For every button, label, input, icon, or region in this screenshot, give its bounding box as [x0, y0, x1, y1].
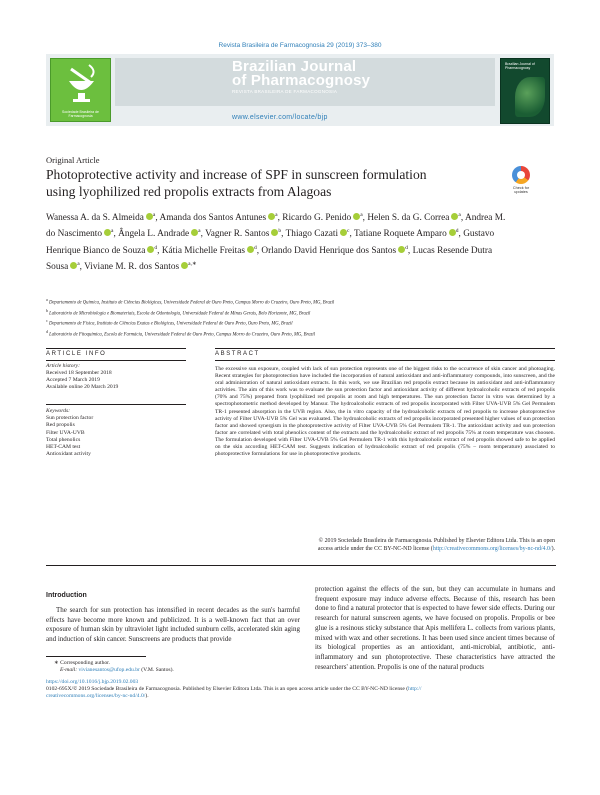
author-name: Amanda dos Santos Antunes: [159, 213, 267, 224]
affiliation-marker[interactable]: a: [360, 212, 363, 218]
email-label: E-mail:: [60, 667, 78, 674]
affiliation-marker[interactable]: a: [111, 228, 114, 235]
author[interactable]: [205, 229, 281, 239]
keywords-list: [46, 415, 186, 458]
abstract-copyright: [215, 538, 555, 553]
author-name: Ricardo G. Penido: [282, 213, 352, 224]
affiliation-text: Laboratório de Microbiologia e Biomateriais, Escola de Odontologia, Universidade Federal de Minas Gerais, Belo Horizonte, MG, Brazil: [48, 311, 311, 317]
keyword: Sun protection factor: [46, 415, 94, 422]
article-title: [46, 166, 496, 200]
author-name: Kátia Michelle Freitas: [161, 245, 245, 256]
affiliation: [46, 307, 556, 318]
author-name: Lucas Resende Dutra Sousa: [46, 245, 493, 272]
affiliation-key: b: [46, 307, 48, 313]
author[interactable]: [261, 246, 408, 256]
affiliation-marker[interactable]: d: [154, 244, 158, 251]
footer-license-end: ).: [145, 693, 149, 699]
introduction-heading: Introduction: [46, 592, 87, 599]
check-updates-label: Check for updates: [512, 186, 530, 195]
keywords-block: [46, 408, 186, 458]
intro-left-column: The search for sun protection has intensified in recent decades as the sun's harmful effects have become more known and publicized. It is a well-known fact that an over exposure of human skin by ultraviolet light included sunburn cells, accelerated skin aging and induction of skin cancer. Sunscreens are products that provide: [46, 606, 300, 643]
author-list: Wanessa A. da S. Almeida $^a$, Amanda dos Santos Antunes $^a$, Ricardo G. Penido $^a$, Helen S. da G. Correa $^a$, Andrea M. do Nascimento $^a$, Ângela L. Andrade $^a$, Vagner R. Santos $^b$, Thiago Cazati $^c$, Tatiane Roquete Amparo $^d$, Gustavo Henrique Bianco de Souza $^d$, Kátia Michelle Freitas $^d$, Orlando David Henrique dos Santos $^d$, Lucas Resende Dutra Sousa $^a$, Viviane M. R. dos Santos $^{a,∗}$: [46, 212, 506, 272]
divider: [46, 360, 186, 361]
check-updates-icon: [512, 166, 530, 184]
affiliation-marker[interactable]: d: [405, 244, 408, 251]
affiliation-marker[interactable]: a: [458, 212, 461, 218]
journal-name-line1: Brazilian Journal: [232, 58, 357, 75]
keyword: HET-CAM test: [46, 444, 81, 451]
affiliation-marker[interactable]: c: [347, 228, 350, 235]
journal-cover-image: [500, 58, 550, 124]
orcid-icon[interactable]: [340, 228, 350, 236]
affiliation-marker[interactable]: d: [253, 244, 257, 251]
author[interactable]: [84, 262, 196, 272]
copyright-line2: access article under the CC BY-NC-ND license (: [317, 545, 433, 552]
title-line1: Photoprotective activity and increase of SPF in sunscreen formulation: [46, 167, 427, 182]
journal-name-line2: of Pharmacognosy: [232, 72, 371, 89]
affiliation: [46, 317, 556, 328]
article-info-heading: ARTICLE INFO: [46, 351, 107, 357]
email-link[interactable]: vivianesantos@ufop.edu.br: [78, 667, 140, 674]
journal-reference[interactable]: Revista Brasileira de Farmacognosia 29 (2019) 373–380: [218, 42, 382, 49]
affiliation-key: a: [46, 297, 48, 302]
copyright-line1: © 2019 Sociedade Brasileira de Farmacognosia. Published by Elsevier Editora Ltda. This is an open: [318, 538, 555, 544]
author[interactable]: [367, 213, 461, 223]
leaf-icon: [515, 77, 545, 117]
author[interactable]: [46, 213, 155, 223]
keyword: Filter UVA-UVB: [46, 429, 85, 436]
author-name: Orlando David Henrique dos Santos: [261, 245, 397, 256]
received-date: Received 18 September 2018: [46, 370, 112, 376]
affiliation-text: Departamento de Física, Instituto de Ciências Exatas e Biológicas, Universidade Federal de Ouro Preto, Ouro Preto, MG, Brazil: [47, 321, 293, 327]
author-name: Gustavo Henrique Bianco de Souza: [46, 229, 495, 256]
online-date: Available online 20 March 2019: [46, 384, 119, 390]
doi-link[interactable]: https://doi.org/10.1016/j.bjp.2019.02.003: [46, 679, 139, 685]
author[interactable]: [354, 229, 459, 239]
affiliation-text: Laboratório de Fitoquímica, Escola de Farmácia, Universidade Federal de Ouro Preto, Campus Morro do Cruzeiro, Ouro Preto, MG, Brazil: [48, 332, 316, 338]
divider: [215, 348, 555, 349]
author-name: Tatiane Roquete Amparo: [353, 229, 447, 240]
affiliation-marker[interactable]: a: [152, 212, 156, 218]
author-name: Helen S. da G. Correa: [367, 213, 450, 224]
article-footer: [46, 679, 556, 700]
check-for-updates-button[interactable]: [508, 166, 534, 198]
footer-license-text: 0102-695X/© 2019 Sociedade Brasileira de Farmacognosia. Published by Elsevier Editora Ltda. This is an open access article under the CC BY-NC-ND license (: [46, 686, 409, 692]
affiliation-marker[interactable]: a: [275, 212, 278, 218]
title-line2: using lyophilized red propolis extracts from Alagoas: [46, 184, 332, 199]
keyword: Total phenolics: [46, 436, 81, 443]
cover-title: Brazilian Journal of Pharmacognosy: [505, 62, 535, 70]
affiliation-marker[interactable]: a: [77, 260, 80, 267]
orcid-icon[interactable]: [247, 246, 254, 253]
author[interactable]: [286, 229, 350, 239]
affiliation-marker[interactable]: a,∗: [188, 260, 197, 267]
corresponding-author-note: ∗ Corresponding author.: [54, 660, 111, 666]
author[interactable]: [162, 246, 257, 256]
journal-name: [232, 60, 370, 88]
footer-license-link[interactable]: http://: [408, 686, 422, 692]
abstract-text: The excessive sun exposure, coupled with lack of sun protection represents one of the biggest risks to the occurrence of skin cancer and photoaging. Recent strategies for photoprotection have included the incorporation of natural antioxidant and anti-inflammatory compounds, into sunscreen, and the oral administration of natural antioxidant extracts. In this work, we use Brazilian red propolis extract because its antioxidant and anti-inflammatory activities. The aim of this work was to evaluate the sun protection factor and antioxidant activity of different hydroalcoholic extracts of red propolis (70% and 75%) prepared from lyophilized red propolis at room and high temperatures. The sun protection factor in vitro was determined by a spectrophotometric method developed by Mansur. The hydroalcoholic extracts of red propolis incorporated with Filter UVA-UVB 5% Gel Permulem TR-1 presented absorption in the UVB region. Also, the in vitro capacity of the hydroalcoholic extracts of red propolis to increase photoprotective activity of Filter UVA-UVB 5% Gel was evaluated. The hydroalcoholic extracts of red propolis incorporated presented higher values of sun protection factor and showed synergism in the photoprotective activity of Filter UVA-UVB 5% Gel Permulem TR-1. The antioxidant activity and sun protection factor are correlated with total phenolics content of the extracts and the hydroalcoholic extract of red propolis 75% at room temperature was choosen. The formulation developed with Filter UVA-UVB 5% Gel Permulem TR-1 with this hydroalcoholic extract of red propolis showed safe to be applied on the skin according HET-CAM test. Suggests indication of hydroalcoholic extract of red propolis (75% – room temperature) associated to photoprotective formulations for use in photoprotective products.: [215, 366, 555, 458]
affiliation: [46, 296, 556, 307]
affiliation-key: d: [46, 328, 48, 334]
keywords-label: Keywords:: [46, 408, 71, 414]
affiliation-marker[interactable]: a: [198, 228, 201, 235]
license-link[interactable]: http://creativecommons.org/licenses/by-nc-nd/4.0/: [432, 545, 552, 552]
journal-subtitle: REVISTA BRASILEIRA DE FARMACOGNOSIA: [232, 89, 338, 94]
divider: [46, 348, 186, 349]
logo-caption: Sociedade Brasileira de Farmacognosia: [62, 110, 99, 118]
intro-right-column: protection against the effects of the sun, but they can accumulate in humans and frequent exposure may induce adverse effects. Because of this, research has been done to find a natural protector that is expected to have fewer side effects. During our research for natural sunscreen agents, we have focused on propolis. Propolis or bee glue is a resinous sticky substance that Apis mellifera L. collects from various plants, mixed with wax and other secretions. It has been used since ancient times because of its biological properties as an antioxidant, anti-microbial, antibiotic, anti-inflammatory and sun photoprotective. These characteristics have attracted the researchers' attention. Propolis is one of the natural products: [315, 585, 555, 671]
copyright-line2-end: ).: [551, 545, 555, 552]
affiliation-text: Departamento de Química, Instituto de Ciências Biológicas, Universidade Federal de Ouro Preto, Campus Morro do Cruzeiro, Ouro Preto, MG, Brazil: [47, 300, 335, 306]
article-type: Original Article: [46, 155, 100, 165]
journal-url-link[interactable]: www.elsevier.com/locate/bjp: [232, 114, 328, 121]
email-owner: (V.M. Santos).: [141, 667, 174, 674]
author-name: Wanessa A. da S. Almeida: [46, 213, 144, 224]
society-logo: [50, 58, 111, 122]
author[interactable]: [159, 213, 277, 223]
author-name: Thiago Cazati: [285, 229, 339, 240]
footnote-divider: [46, 656, 146, 657]
divider: [215, 360, 555, 361]
mortar-icon: [51, 59, 112, 109]
author-name: Vagner R. Santos: [205, 229, 270, 240]
history-label: Article history:: [46, 363, 81, 369]
orcid-icon[interactable]: [449, 229, 456, 236]
divider: [46, 404, 186, 405]
keyword: Antioxidant activity: [46, 451, 91, 458]
keyword: Red propolis: [46, 422, 75, 429]
divider: [46, 565, 556, 566]
author-name: Ângela L. Andrade: [118, 229, 190, 240]
affiliation-key: c: [46, 318, 48, 324]
footnotes: [46, 660, 300, 674]
abstract-heading: ABSTRACT: [215, 351, 260, 357]
author-name: Viviane M. R. dos Santos: [84, 261, 180, 272]
orcid-icon[interactable]: [104, 228, 114, 236]
affiliations-list: [46, 296, 556, 338]
footer-license-link-cont[interactable]: creativecommons.org/licenses/by-nc-nd/4.0/: [46, 693, 146, 699]
author[interactable]: [282, 213, 362, 223]
affiliation-marker[interactable]: d: [455, 228, 459, 235]
orcid-icon[interactable]: [146, 212, 156, 220]
author[interactable]: [118, 229, 200, 239]
affiliation: [46, 328, 556, 339]
affiliation-marker[interactable]: b: [278, 228, 282, 235]
article-history: [46, 363, 186, 391]
accepted-date: Accepted 7 March 2019: [46, 377, 100, 383]
author-name: Andrea M. do Nascimento: [46, 213, 506, 240]
